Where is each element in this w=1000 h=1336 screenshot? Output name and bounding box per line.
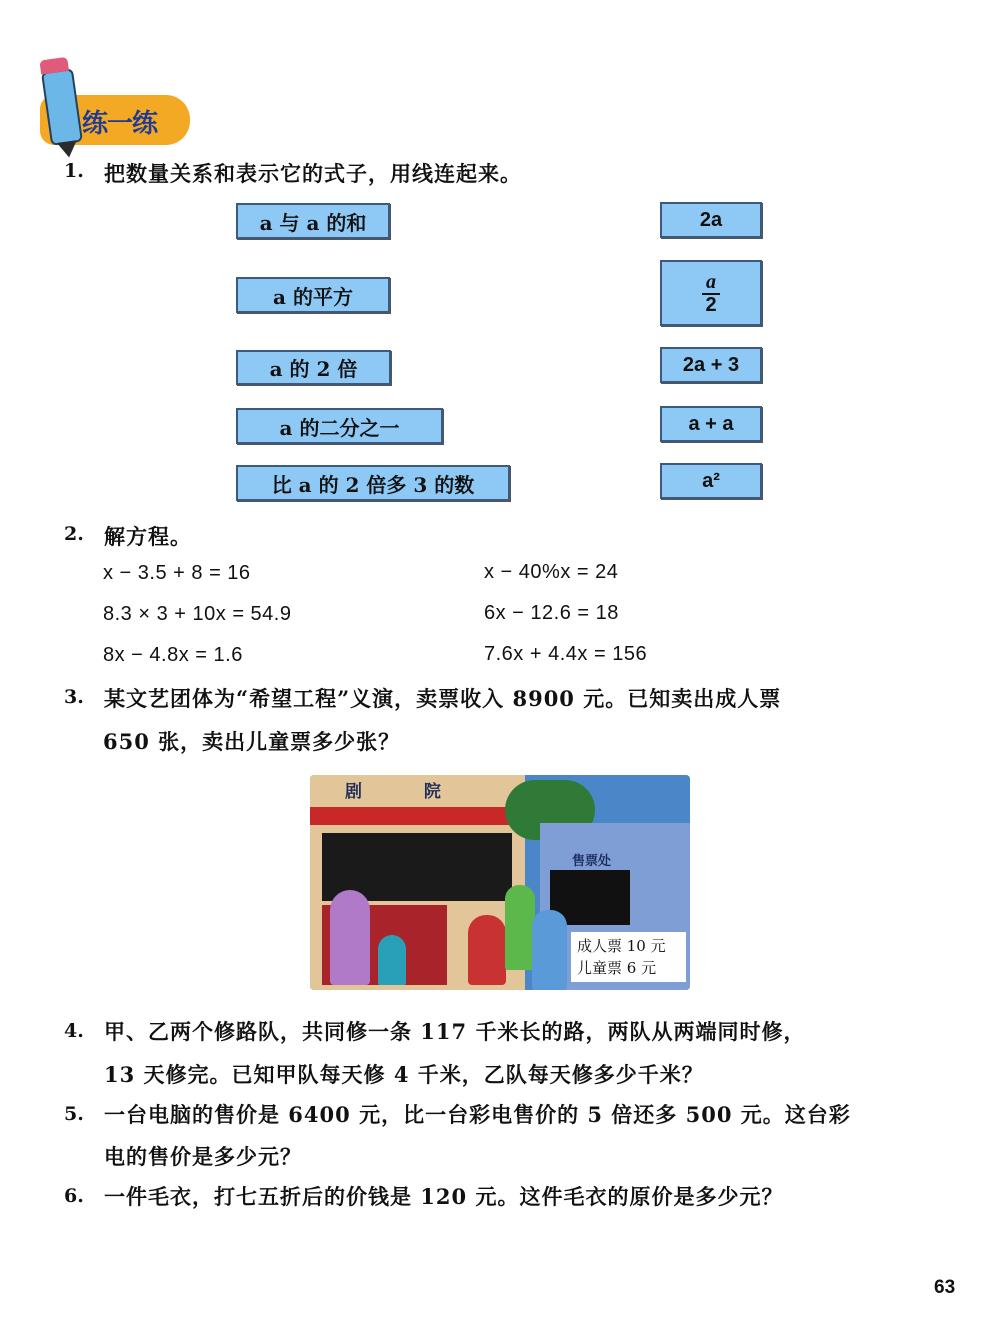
q3-number: 3.: [64, 686, 84, 708]
woman-figure: [330, 890, 370, 985]
price-board: [571, 932, 686, 982]
q6-number: 6.: [64, 1185, 84, 1207]
q3-line-2: 650 张，卖出儿童票多少张？: [103, 729, 401, 754]
q1-number: 1.: [64, 160, 84, 182]
denominator: 2: [705, 293, 717, 316]
right-box-3[interactable]: 2a + 3: [660, 347, 762, 383]
q6-line-1: 一件毛衣，打七五折后的价钱是 120 元。这件毛衣的原价是多少元？: [104, 1184, 784, 1209]
numerator: a: [702, 272, 720, 295]
page-number: 63: [934, 1277, 956, 1298]
left-box-4[interactable]: a 的二分之一: [236, 408, 443, 444]
theater-sign: 剧 院: [345, 782, 469, 802]
equation: x − 3.5 + 8 = 16: [103, 562, 251, 584]
left-box-2[interactable]: a 的平方: [236, 277, 390, 313]
equation: 8.3 × 3 + 10x = 54.9: [103, 603, 292, 625]
theater-illustration: [310, 775, 690, 990]
equation: 8x − 4.8x = 1.6: [103, 644, 243, 666]
buyer-figure: [532, 910, 567, 990]
q5-number: 5.: [64, 1103, 84, 1125]
q4-number: 4.: [64, 1020, 84, 1042]
boy-figure: [505, 885, 535, 970]
child-figure: [378, 935, 406, 985]
girl-figure: [468, 915, 506, 985]
right-box-2[interactable]: [660, 260, 762, 326]
left-box-3[interactable]: a 的 2 倍: [236, 350, 391, 385]
q4-line-2: 13 天修完。已知甲队每天修 4 千米，乙队每天修多少千米？: [104, 1062, 704, 1087]
q5-line-1: 一台电脑的售价是 6400 元，比一台彩电售价的 5 倍还多 500 元。这台彩: [104, 1102, 851, 1127]
child-ticket-price: 儿童票 6 元: [577, 959, 657, 977]
banner: [310, 807, 525, 825]
right-box-1[interactable]: 2a: [660, 202, 762, 238]
right-box-4[interactable]: a + a: [660, 406, 762, 442]
q2-number: 2.: [64, 523, 84, 545]
section-title: 练一练: [82, 109, 158, 139]
right-box-5[interactable]: a²: [660, 463, 762, 499]
equation: 6x − 12.6 = 18: [484, 602, 619, 624]
equation: x − 40%x = 24: [484, 561, 619, 583]
q1-text: 把数量关系和表示它的式子，用线连起来。: [104, 161, 522, 186]
q5-line-2: 电的售价是多少元？: [104, 1144, 302, 1169]
left-box-5[interactable]: 比 a 的 2 倍多 3 的数: [236, 465, 510, 501]
q4-line-1: 甲、乙两个修路队，共同修一条 117 千米长的路，两队从两端同时修，: [104, 1019, 806, 1044]
fraction: [702, 272, 720, 315]
adult-ticket-price: 成人票 10 元: [577, 937, 666, 955]
left-box-1[interactable]: a 与 a 的和: [236, 203, 390, 239]
equation: 7.6x + 4.4x = 156: [484, 643, 648, 665]
q3-line-1: 某文艺团体为“希望工程”义演，卖票收入 8900 元。已知卖出成人票: [104, 686, 782, 711]
q2-text: 解方程。: [104, 524, 192, 549]
ticket-booth-sign: 售票处: [572, 854, 612, 869]
